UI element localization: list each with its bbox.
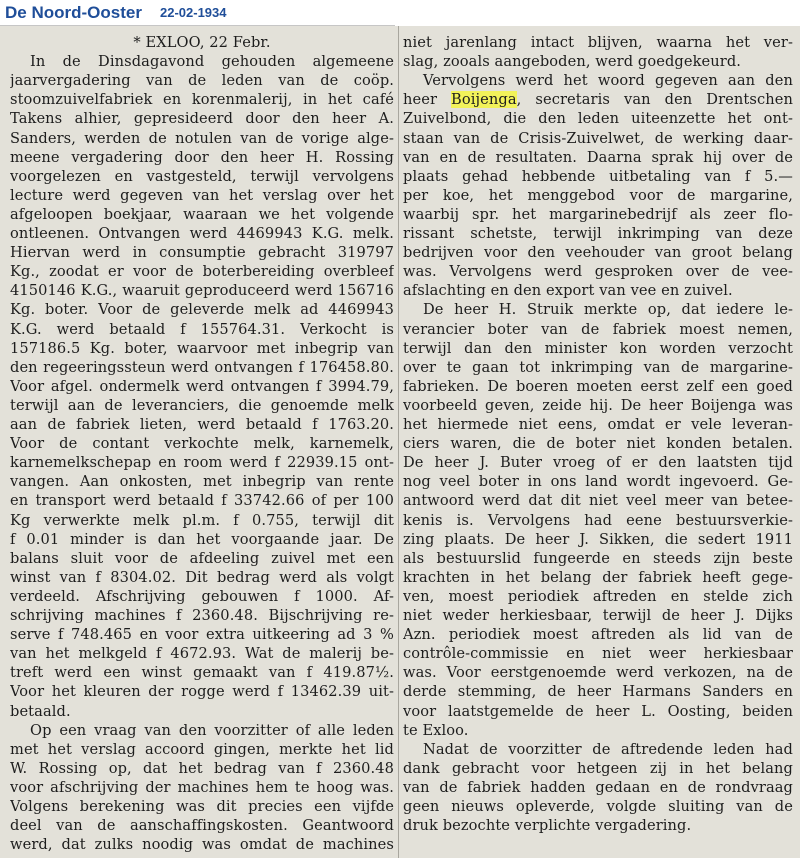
article-line: W. Rossing op, dat het bedrag van f 2360.48 [10,759,394,777]
article-line: aan de fabriek lieten, werd betaald f 1763.20. [10,416,394,433]
article-line: lecture werd gegeven van het verslag over het [10,186,394,204]
article-line: De heer H. Struik merkte op, dat iedere le- [423,301,793,319]
article-line: meene vergadering door den heer H. Rossing [10,148,394,166]
article-line: deel van de aanschaffingskosten. Geantwoord [10,817,394,835]
article-line: karnemelkschepap en room werd f 22939.15 ont- [10,454,394,472]
clipping-header [0,0,800,26]
article-line: afslachting en den export van vee en zuivel. [403,282,733,300]
article-line: slag, zooals aangeboden, werd goedgekeurd. [403,53,742,71]
article-line: fabrieken. De boeren moeten eerst zelf een goed [403,377,793,395]
article-line: verancier boter van de fabriek moest nemen, [403,320,793,338]
article-line: zing plaats. De heer J. Sikken, die sedert 1911 [403,530,793,548]
article-line: van en de resultaten. Daarna sprak hij over de [403,148,793,166]
article-line: over te gaan tot inkrimping van de margarine- [403,358,793,376]
article-line: derde stemming, de heer Harmans Sanders en [403,683,793,701]
article-line: voorgelezen en vastgesteld, terwijl vervolgens [10,167,394,185]
article-line: contrôle-commissie en niet weer herkiesbaar [403,645,793,663]
article-line: In de Dinsdagavond gehouden algemeene [30,53,394,71]
article-line: was. Voor eerstgenoemde werd verkozen, na de [403,664,793,682]
article-line: K.G. werd betaald f 155764.31. Verkocht is [10,320,394,338]
article-line: Voor afgel. ondermelk werd ontvangen f 3994.79, [10,377,394,395]
article-line: nog veel boter in ons land wordt ingevoerd. Ge- [403,473,793,491]
article-line: niet weder herkiesbaar, terwijl de heer J. Dijks [403,607,793,624]
article-line: waarbij spr. het margarinebedrijf als zeer flo- [403,205,793,223]
article-line: Volgens berekening was dit precies een vijfde [10,798,394,815]
article-line: Sanders, werden de notulen van de vorige alge- [10,129,394,147]
article-line: * EXLOO, 22 Febr. [133,34,271,51]
article-line: Azn. periodiek moest aftreden als lid van de [403,626,793,644]
article-line: het hiermede niet eens, omdat er vele leveran- [403,416,793,433]
article-line: verdeeld. Afschrijving gebouwen f 1000. Af- [10,587,394,605]
publication-date: 22-02-1934 [160,5,227,20]
article-line: met het verslag accoord gingen, merkte het lid [10,740,394,758]
article-line: heer Boijenga, secretaris van den Drentschen [403,91,793,109]
article-line: ven, moest periodiek aftreden en stelde zich [403,587,793,605]
article-line: ontleenen. Ontvangen werd 4469943 K.G. melk. [10,225,394,242]
article-column-right [403,26,793,858]
article-line: f 0.01 minder is dan het voorgaande jaar. De [10,530,394,548]
article-line: 4150146 K.G., waaruit geproduceerd werd 156716 [10,282,394,300]
article-line: Zuivelbond, die den leden uiteenzette het ont- [403,110,793,128]
article-line: terwijl aan de leveranciers, die genoemde melk [10,396,394,414]
article-line: ciers waren, die de boter niet konden betalen. [403,435,793,453]
article-line: geen nieuws opleverde, volgde sluiting van de [403,798,793,815]
article-line: Kg verwerkte melk pl.m. f 0.755, terwijl dit [10,511,394,529]
article-line: en transport werd betaald f 33742.66 of per 100 [10,492,394,510]
article-line: Voor de contant verkochte melk, karnemelk, [10,435,394,453]
article-line: voor afschrijving der machines hem te hoog was. [10,778,394,796]
highlighted-name: Boijenga [451,91,517,109]
article-line: was. Vervolgens werd gesproken over de vee- [403,263,793,281]
article-line: als bestuurslid fungeerde en steeds zijn beste [403,549,793,567]
article-line: stoomzuivelfabriek en korenmalerij, in het café [10,91,394,109]
article-line: Voor het kleuren der rogge werd f 13462.39 uit- [10,683,394,701]
article-line: Kg., zoodat er voor de boterbereiding overbleef [10,263,394,281]
article-line: Takens alhier, gepresideerd door den heer A. [10,110,394,128]
article-line: winst van f 8304.02. Dit bedrag werd als volgt [10,568,394,586]
article-column-left [10,26,394,858]
article-line: per koe, het menggebod voor de margarine, [403,186,793,204]
article-line: De heer J. Buter vroeg of er den laatsten tijd [403,454,793,472]
article-line: dank gebracht voor hetgeen zij in het belang [403,759,793,777]
newspaper-clipping [0,26,800,858]
article-line: niet jarenlang intact blijven, waarna het ver- [403,34,793,51]
article-line: serve f 748.465 en voor extra uitkeering ad 3 % [10,626,394,644]
article-line: balans sluit voor de afdeeling zuivel met een [10,549,394,567]
article-line: 157186.5 Kg. boter, waarvoor met inbegrip van [10,339,394,357]
article-line: den regeeringssteun werd ontvangen f 176458.80. [10,358,394,376]
article-line: terwijl dan den minister kon worden verzocht [403,339,793,357]
article-line: voorbeeld geven, zeide hij. De heer Boijenga was [403,396,793,414]
article-line: Vervolgens werd het woord gegeven aan den [423,72,793,90]
article-line: schrijving machines f 2360.48. Bijschrijving re- [10,607,394,624]
article-line: vangen. Aan onkosten, met inbegrip van rente [10,473,394,491]
article-line: betaald. [10,702,71,720]
article-line: Hiervan werd in consumptie gebracht 319797 [10,244,394,262]
article-line: krachten in het belang der fabriek heeft gege- [403,568,793,586]
newspaper-title: De Noord-Ooster [5,3,142,22]
article-line: van de fabriek hadden gedaan en de rondvraag [403,778,793,796]
article-line: Op een vraag van den voorzitter of alle leden [30,721,394,739]
article-line: Nadat de voorzitter de aftredende leden had [423,740,793,758]
article-line: voor laatstgemelde de heer L. Oosting, beiden [403,702,793,720]
article-line: werd, dat zulks noodig was omdat de machines [10,836,394,854]
article-line: te Exloo. [403,721,469,739]
article-line: treft werd een winst gemaakt van f 419.87½. [10,664,394,682]
article-line: plaats gehad hebbende uitbetaling van f 5.— [403,167,793,185]
article-line: antwoord werd dat dit niet veel meer van betee- [403,492,793,510]
article-line: druk bezochte verplichte vergadering. [403,817,692,835]
article-line: afgeloopen boekjaar, waaraan we het volgende [10,205,394,223]
article-line: staan van de Crisis-Zuivelwet, de werking daar- [403,129,793,147]
article-line: Kg. boter. Voor de geleverde melk ad 4469943 [10,301,394,319]
article-line: jaarvergadering van de leden van de coöp. [10,72,394,90]
article-line: rissant schetste, terwijl inkrimping van deze [403,225,793,242]
article-line: van het melkgeld f 4672.93. Wat de malerij be- [10,645,394,663]
article-line: kenis is. Vervolgens had eene bestuursverkie- [403,511,793,529]
article-line: bedrijven voor den veehouder van groot belang [403,244,793,262]
column-divider [398,26,399,858]
